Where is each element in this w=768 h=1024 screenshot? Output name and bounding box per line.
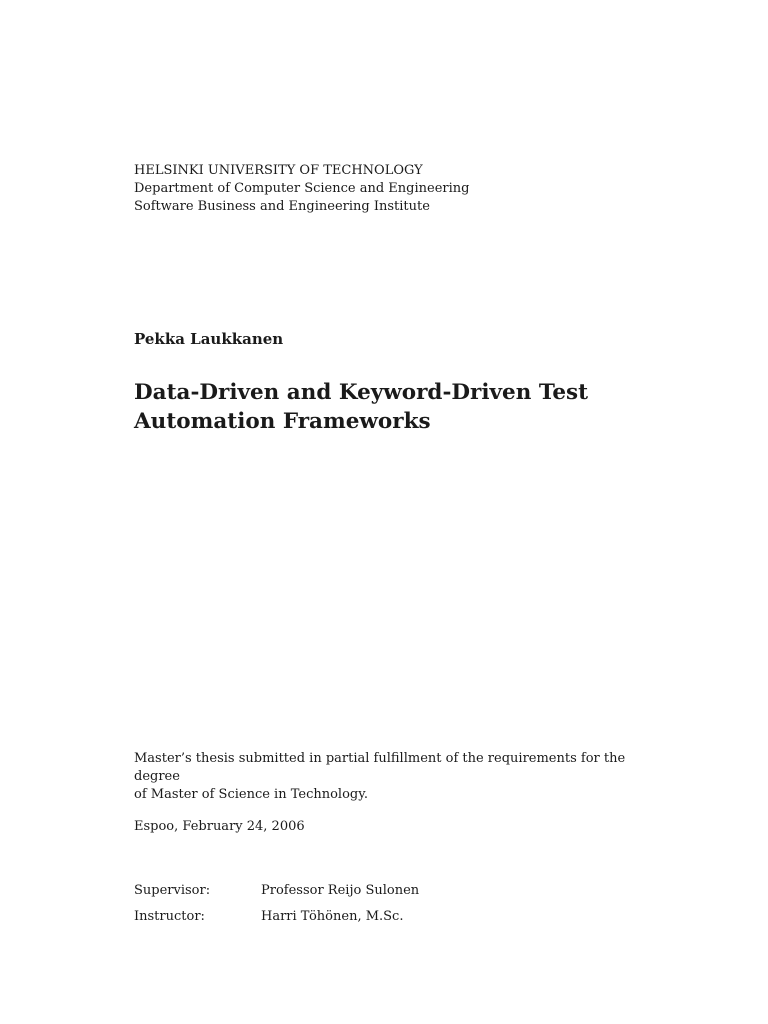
degree-statement-line-1: Master’s thesis submitted in partial fulfillment of the requirements for the degree	[134, 751, 626, 784]
thesis-title-line-2: Automation Frameworks	[134, 409, 431, 434]
thesis-title	[134, 378, 654, 436]
institute-name: Software Business and Engineering Institute	[134, 199, 430, 214]
university-name: HELSINKI UNIVERSITY OF TECHNOLOGY	[134, 163, 423, 178]
institution-block	[134, 162, 469, 216]
supervisor-row	[134, 882, 419, 908]
supervisor-label: Supervisor:	[134, 883, 211, 898]
instructor-label: Instructor:	[134, 909, 205, 924]
instructor-name: Harri Töhönen, M.Sc.	[261, 909, 404, 924]
advisors-block	[134, 882, 419, 934]
degree-statement	[134, 750, 644, 804]
thesis-title-line-1: Data-Driven and Keyword-Driven Test	[134, 380, 589, 405]
instructor-row	[134, 908, 419, 934]
department-name: Department of Computer Science and Engineering	[134, 181, 470, 196]
place-and-date: Espoo, February 24, 2006	[134, 819, 305, 834]
degree-statement-line-2: of Master of Science in Technology.	[134, 787, 368, 802]
author-name: Pekka Laukkanen	[134, 330, 284, 348]
supervisor-name: Professor Reijo Sulonen	[261, 883, 420, 898]
